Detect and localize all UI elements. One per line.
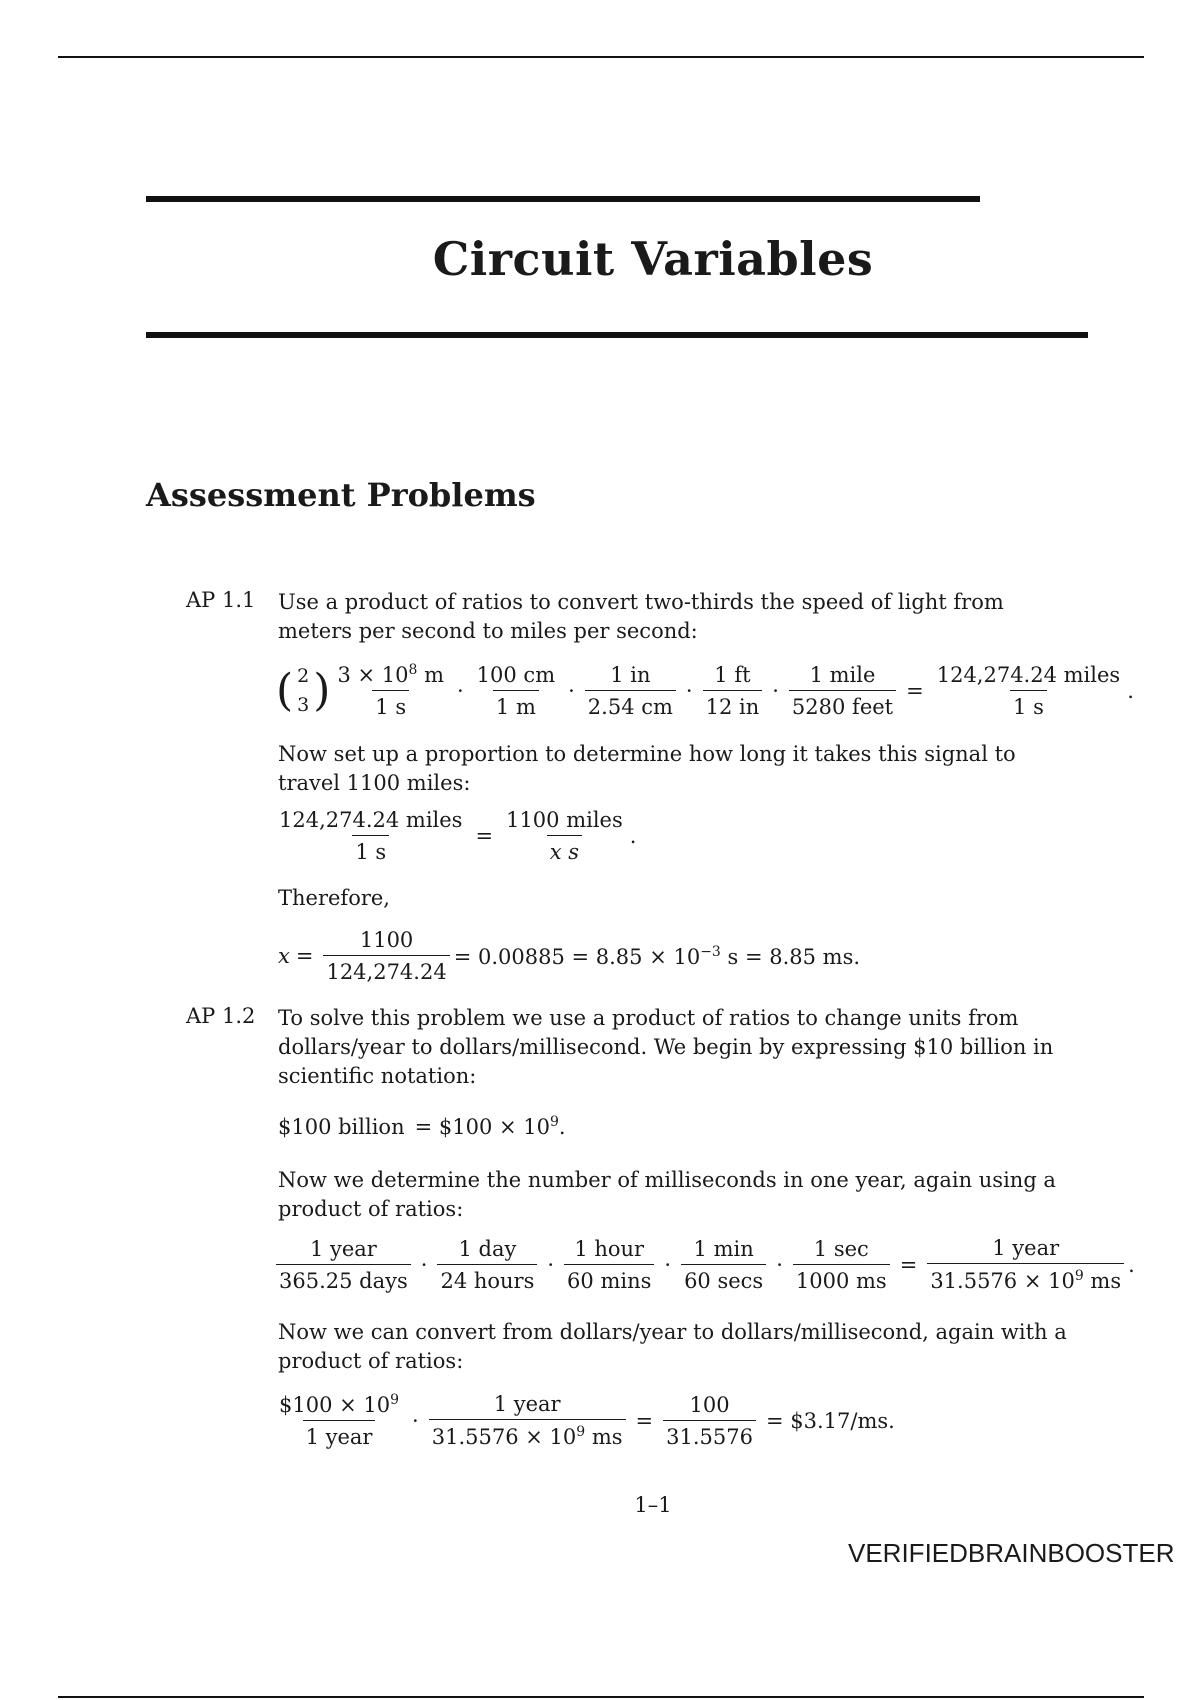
fraction: $\frac{\text{1 year}}{31.5576 \times 10^9 ms}$ [429,1392,626,1449]
fraction: $\frac{1 \sec}{1000 ms}$ [793,1237,890,1293]
ap12-text-2: Now we determine the number of milliseconds in one year, again using a product of ratios: [278,1168,1056,1221]
fraction: $\frac{\text{1 hour}}{60 \min s}$ [564,1237,654,1293]
fraction: $\frac{1 in}{2.54 cm}$ [585,663,676,719]
ap11-equation-2: $\frac{\text{124,274.24 miles}}{1 s}$ = $\frac{\text{1100 miles}}{\text{x s}}$ . [276,808,636,864]
fraction: $\frac{\text{1 mile}}{\text{5280 feet}}$ [789,663,896,719]
fraction: $\frac{\text{124,274.24 miles}}{1 s}$ [279,808,463,864]
fraction: $\frac{\text{124,274.24 miles}}{1 s}$ [936,662,1121,719]
fraction: $\frac{\$100 \times 10^9}{\text{1 year}}$ [279,1392,400,1449]
ap11-equation-1: ( 2 3 ) $\frac{3 \times 10^8 m}{1 s}$ · $\frac{100 cm}{1 m}$ · $\frac{1 in}{2.54 cm}$ · $\frac{1 ft}{12 in}$ · $\frac{\text{1 mile}}{\text{5280 feet}}$ = $\frac{\text{124,274.24 miles}}{1 s}$ . [276,662,1134,719]
section-heading: Assessment Problems [146,476,536,514]
ap11-therefore: Therefore, [278,886,390,910]
ap12-intro: To solve this problem we use a product of ratios to change units from dollars/year to dollars/millisecond. We begin by expressing $10 billion in scientific notation: [278,1006,1054,1088]
left-paren: ( [276,664,294,716]
page-number: 1–1 [634,1493,672,1517]
ap12-equation-1: $100 billion = $100 × $10^9$. [278,1114,566,1139]
chapter-title: Circuit Variables [432,232,874,286]
fraction: $\frac{1 \min}{60 \sec s}$ [681,1237,766,1293]
fraction: 2 3 [297,665,310,716]
bottom-page-rule [58,1696,1144,1698]
top-page-rule [58,56,1144,58]
fraction: $\frac{\text{1100 miles}}{\text{x s}}$ [506,808,623,864]
problem-label-ap11: AP 1.1 [186,588,256,612]
ap11-equation-3: x = $\frac{1100}{124,274.24}$ = $0.00885 = 8.85 \times 10^{-3}$ s = 8.85 ms. [278,928,861,984]
fraction: $\frac{\text{1 year}}{31.5576 \times 10^9 ms}$ [927,1236,1124,1293]
fraction: $\frac{3 \times 10^8 m}{1 s}$ [337,662,444,719]
fraction: $\frac{100}{31.5576}$ [663,1393,756,1449]
ap12-equation-3: $\frac{\$100 \times 10^9}{\text{1 year}}$ · $\frac{\text{1 year}}{31.5576 \times 10^9 ms}$ = $\frac{100}{31.5576}$ = $3.17/ms. [276,1392,895,1449]
watermark-text: VERIFIEDBRAINBOOSTER [848,1538,1175,1568]
fraction: $\frac{\text{1 year}}{\text{365.25 days}}$ [276,1237,411,1293]
ap12-text-3: Now we can convert from dollars/year to dollars/millisecond, again with a product of ratios: [278,1320,1067,1373]
fraction: $\frac{1100}{124,274.24}$ [323,928,449,984]
problem-label-ap12: AP 1.2 [186,1004,256,1028]
fraction: $\frac{\text{1 day}}{\text{24 hours}}$ [437,1237,537,1293]
fraction: $\frac{1 ft}{12 in}$ [703,663,763,719]
title-rule-bottom [146,332,1088,338]
fraction: $\frac{100 cm}{1 m}$ [476,662,556,719]
ap12-equation-2: $\frac{\text{1 year}}{\text{365.25 days}}$ · $\frac{\text{1 day}}{\text{24 hours}}$ · $\frac{\text{1 hour}}{60 \min s}$ · $\frac{1 \min}{60 \sec s}$ · $\frac{1 \sec}{1000 ms}$ = $\frac{\text{1 year}}{31.5576 \times 10^9 ms}$ . [276,1236,1135,1293]
ap11-intro: Use a product of ratios to convert two-thirds the speed of light from meters per second to miles per second: [278,590,1004,643]
ap11-mid-text: Now set up a proportion to determine how long it takes this signal to travel 1100 miles: [278,742,1016,795]
title-rule-top [146,196,980,202]
right-paren: ) [313,664,331,716]
